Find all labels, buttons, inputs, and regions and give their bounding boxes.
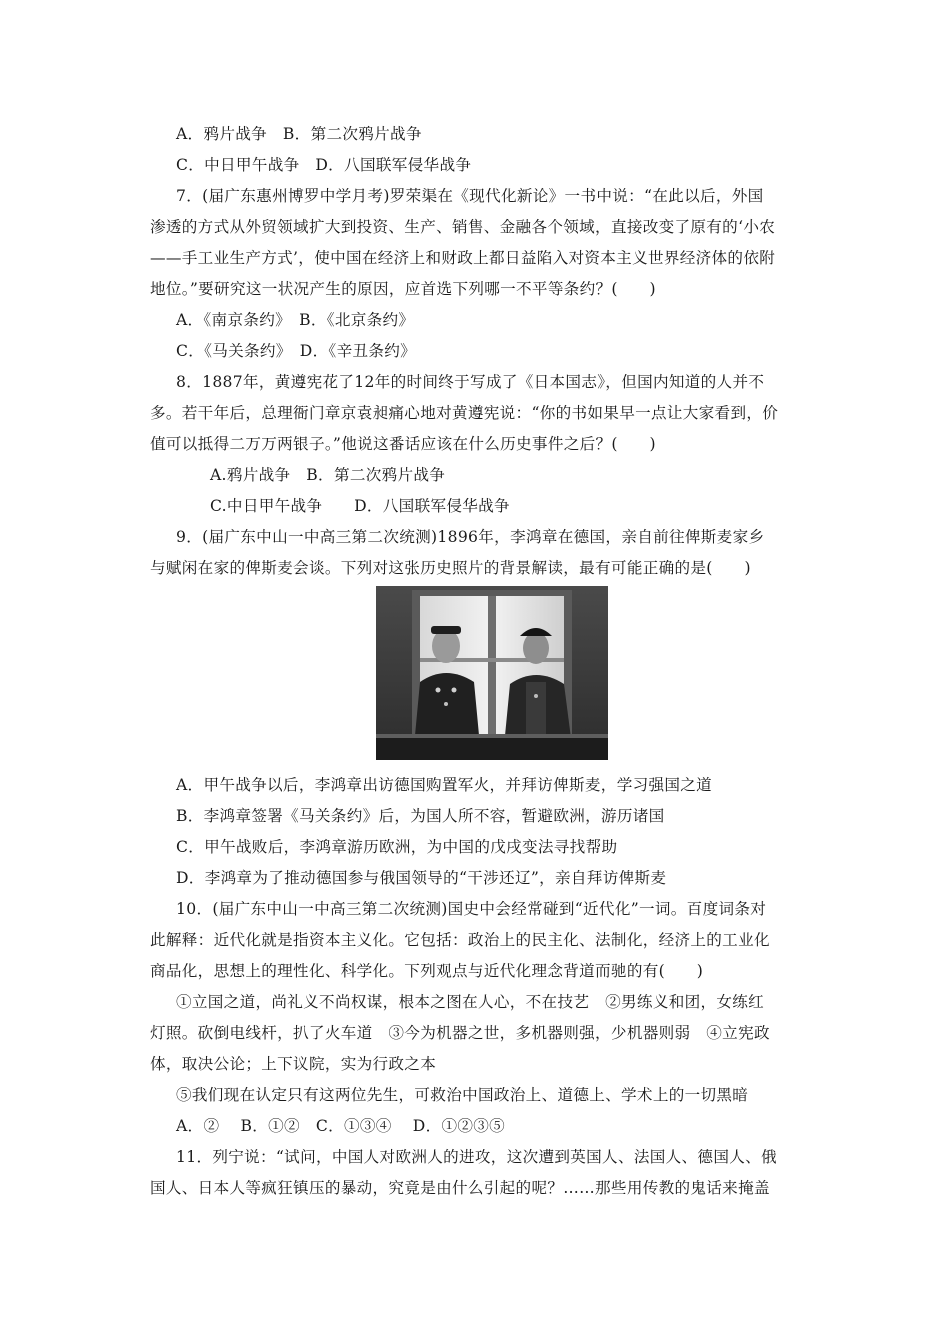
text-line: 值可以抵得二万万两银子。”他说这番话应该在什么历史事件之后？( ) <box>150 435 656 453</box>
text-line: A．甲午战争以后，李鸿章出访德国购置军火，并拜访俾斯麦，学习强国之道 <box>176 776 713 794</box>
text-line: B．李鸿章签署《马关条约》后，为国人所不容，暂避欧洲，游历诸国 <box>176 807 665 825</box>
text-line: ①立国之道，尚礼义不尚权谋，根本之图在人心，不在技艺 ②男练义和团，女练红 <box>176 993 765 1011</box>
text-line: C．甲午战败后，李鸿章游历欧洲，为中国的戊戌变法寻找帮助 <box>176 838 618 856</box>
text-line: C.中日甲午战争 D．八国联军侵华战争 <box>210 497 510 515</box>
text-line: 地位。”要研究这一状况产生的原因，应首选下列哪一不平等条约？( ) <box>150 280 656 298</box>
text-line: 8．1887年，黄遵宪花了12年的时间终于写成了《日本国志》，但国内知道的人并不 <box>176 373 765 391</box>
text-line: D．李鸿章为了推动德国参与俄国领导的“干涉还辽”，亲自拜访俾斯麦 <box>176 869 667 887</box>
text-line: C．中日甲午战争 D．八国联军侵华战争 <box>176 156 472 174</box>
photo-illustration <box>376 586 608 760</box>
text-line: A．鸦片战争 B．第二次鸦片战争 <box>176 125 422 143</box>
text-line: 10．(届广东中山一中高三第二次统测)国史中会经常碰到“近代化”一词。百度词条对 <box>176 900 767 918</box>
text-line: ——手工业生产方式’，使中国在经济上和财政上都日益陷入对资本主义世界经济体的依附 <box>150 249 776 267</box>
text-line: A．《南京条约》 B．《北京条约》 <box>176 311 415 329</box>
text-line: 国人、日本人等疯狂镇压的暴动，究竟是由什么引起的呢？……那些用传教的鬼话来掩盖 <box>150 1179 770 1197</box>
text-line: A．② B．①② C．①③④ D．①②③⑤ <box>176 1117 506 1135</box>
text-line: 与赋闲在家的俾斯麦会谈。下列对这张历史照片的背景解读，最有可能正确的是( ) <box>150 559 751 577</box>
text-line: 9．(届广东中山一中高三第二次统测)1896年，李鸿章在德国，亲自前往俾斯麦家乡 <box>176 528 765 546</box>
text-line: 渗透的方式从外贸领域扩大到投资、生产、销售、金融各个领域，直接改变了原有的‘小农 <box>150 218 776 236</box>
text-line: 11．列宁说：“试问，中国人对欧洲人的进攻，这次遭到英国人、法国人、德国人、俄 <box>176 1148 777 1166</box>
text-line: 体，取决公论；上下议院，实为行政之本 <box>150 1055 437 1073</box>
text-line: A.鸦片战争 B．第二次鸦片战争 <box>210 466 446 484</box>
text-line: 灯照。砍倒电线杆，扒了火车道 ③今为机器之世，多机器则强，少机器则弱 ④立宪政 <box>150 1024 770 1042</box>
text-line: 7．(届广东惠州博罗中学月考)罗荣渠在《现代化新论》一书中说：“在此以后，外国 <box>176 187 764 205</box>
text-line: C．《马关条约》 D．《辛丑条约》 <box>176 342 417 360</box>
text-line: 多。若干年后，总理衙门章京袁昶痛心地对黄遵宪说：“你的书如果早一点让大家看到，价 <box>150 404 779 422</box>
text-line: 此解释：近代化就是指资本主义化。它包括：政治上的民主化、法制化，经济上的工业化 <box>150 931 770 949</box>
text-line: ⑤我们现在认定只有这两位先生，可救治中国政治上、道德上、学术上的一切黑暗 <box>176 1086 749 1104</box>
historical-photo <box>376 586 608 760</box>
text-line: 商品化，思想上的理性化、科学化。下列观点与近代化理念背道而驰的有( ) <box>150 962 704 980</box>
